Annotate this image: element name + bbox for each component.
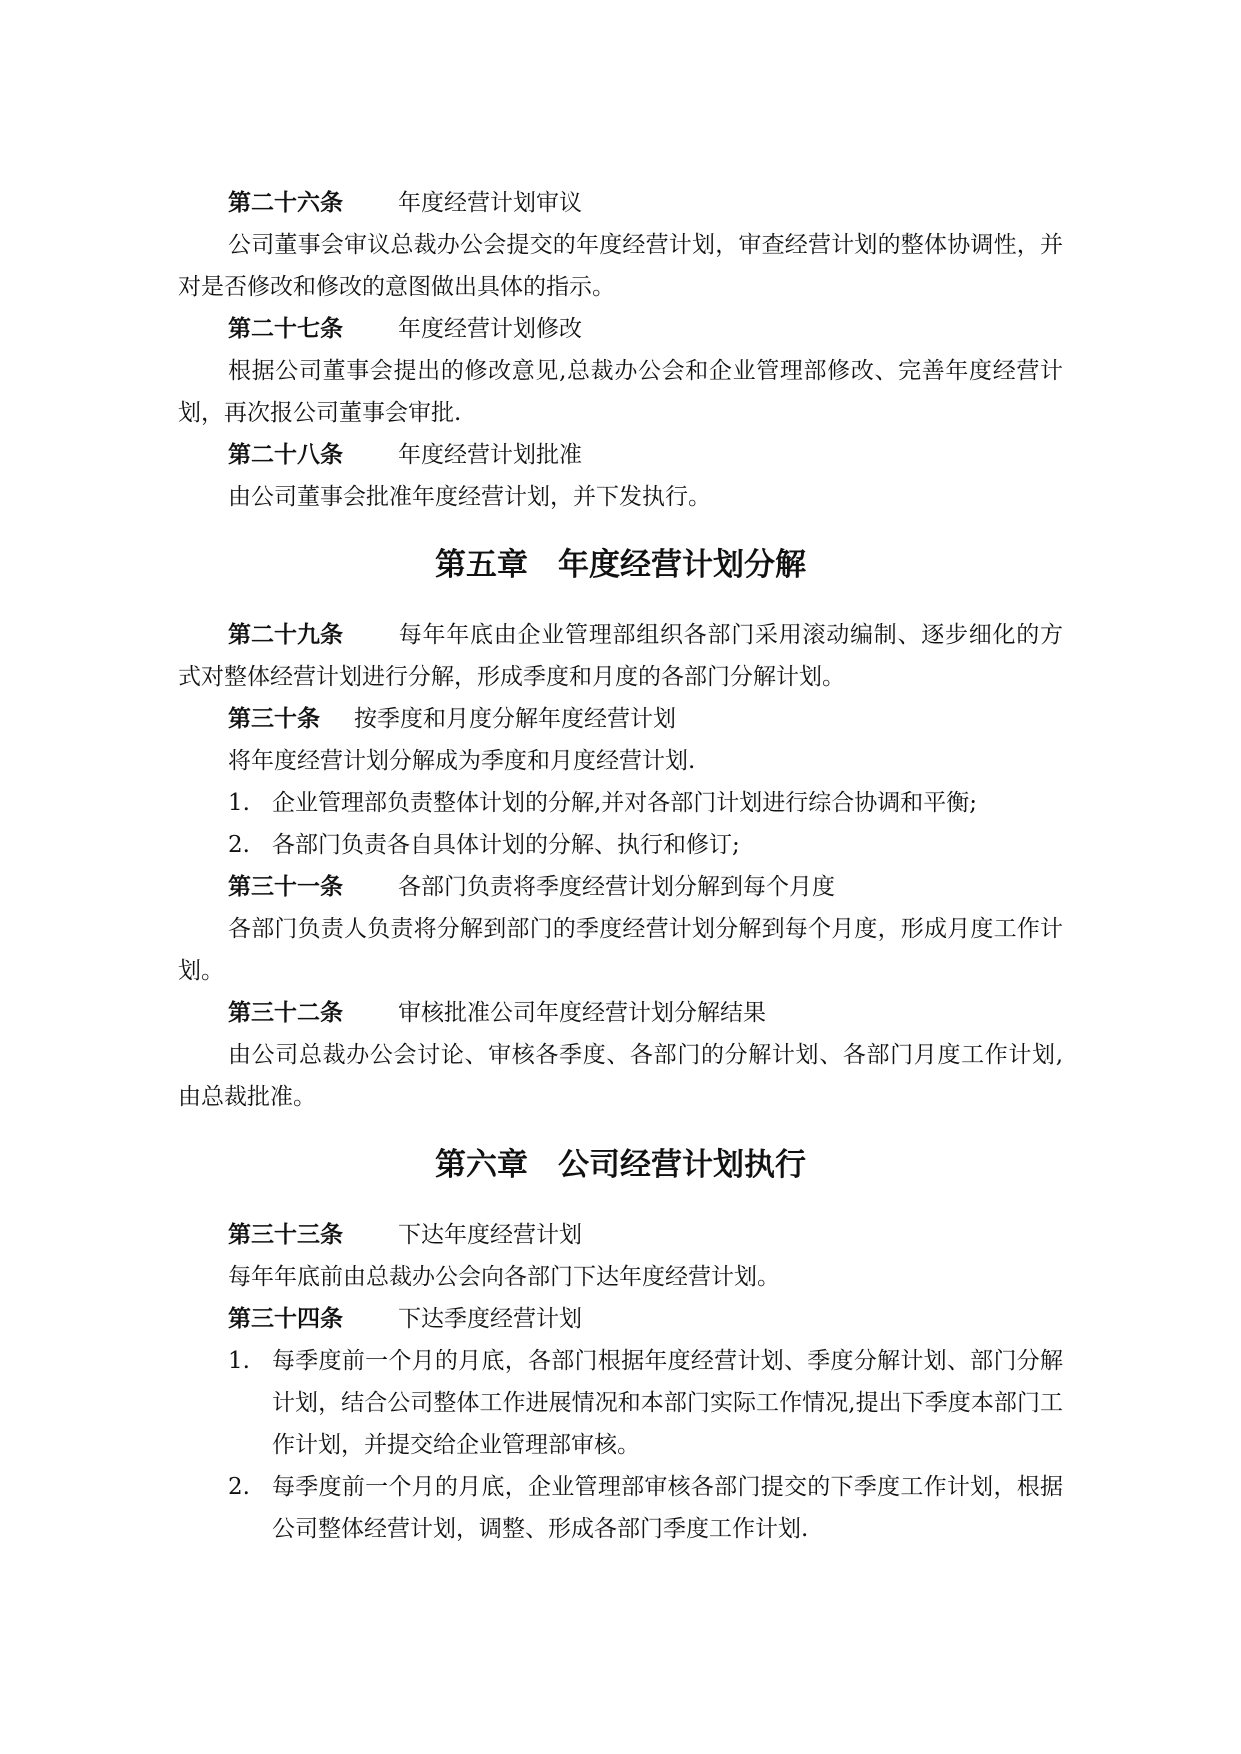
article-heading — [178, 434, 1063, 476]
article-body: 根据公司董事会提出的修改意见,总裁办公会和企业管理部修改、完善年度经营计划，再次报公司董事会审批. — [178, 358, 1063, 426]
chapter-title: 公司经营计划执行 — [558, 1147, 806, 1183]
article-heading — [178, 992, 1063, 1034]
chapter-number: 第六章 — [435, 1147, 528, 1183]
chapter-heading — [178, 1136, 1063, 1194]
article-body: 公司董事会审议总裁办公会提交的年度经营计划，审查经营计划的整体协调性，并对是否修改和修改的意图做出具体的指示。 — [178, 232, 1063, 300]
article-title: 年度经营计划审议 — [398, 190, 582, 216]
article-number: 第三十条 — [228, 706, 320, 732]
list-item — [178, 824, 1063, 866]
article-body: 将年度经营计划分解成为季度和月度经营计划. — [228, 748, 696, 774]
article-title: 各部门负责将季度经营计划分解到每个月度 — [398, 874, 835, 900]
article-number: 第三十四条 — [228, 1306, 343, 1332]
list-item-text: 企业管理部负责整体计划的分解,并对各部门计划进行综合协调和平衡; — [272, 790, 978, 816]
article-heading — [178, 1214, 1063, 1256]
article-number: 第二十七条 — [228, 316, 343, 342]
article-title: 年度经营计划修改 — [398, 316, 582, 342]
article-paragraph — [178, 614, 1063, 698]
list-item-text: 每季度前一个月的月底，各部门根据年度经营计划、季度分解计划、部门分解计划，结合公司整体工作进展情况和本部门实际工作情况,提出下季度本部门工作计划，并提交给企业管理部审核。 — [272, 1348, 1063, 1458]
article-heading — [178, 308, 1063, 350]
article-number: 第三十一条 — [228, 874, 343, 900]
article-body: 每年年底前由总裁办公会向各部门下达年度经营计划。 — [228, 1264, 780, 1290]
article-number: 第三十二条 — [228, 1000, 343, 1026]
article-body: 由公司董事会批准年度经营计划，并下发执行。 — [228, 484, 711, 510]
list-item-number: 1. — [228, 790, 250, 816]
list-item-text: 每季度前一个月的月底，企业管理部审核各部门提交的下季度工作计划，根据公司整体经营计划，调整、形成各部门季度工作计划. — [272, 1474, 1063, 1542]
chapter-number: 第五章 — [435, 547, 528, 583]
article-body: 由公司总裁办公会讨论、审核各季度、各部门的分解计划、各部门月度工作计划,由总裁批准。 — [178, 1042, 1063, 1110]
article-title: 按季度和月度分解年度经营计划 — [354, 706, 676, 732]
article-number: 第二十六条 — [228, 190, 343, 216]
list-item-number: 2. — [228, 1474, 250, 1500]
article-number: 第二十九条 — [228, 622, 343, 648]
list-item-text: 各部门负责各自具体计划的分解、执行和修订; — [272, 832, 740, 858]
article-number: 第二十八条 — [228, 442, 343, 468]
article-body: 每年年底由企业管理部组织各部门采用滚动编制、逐步细化的方式对整体经营计划进行分解，形成季度和月度的各部门分解计划。 — [178, 622, 1063, 690]
article-title: 下达年度经营计划 — [398, 1222, 582, 1248]
article-title: 审核批准公司年度经营计划分解结果 — [398, 1000, 766, 1026]
article-heading — [178, 182, 1063, 224]
list-item — [178, 782, 1063, 824]
article-body: 各部门负责人负责将分解到部门的季度经营计划分解到每个月度，形成月度工作计划。 — [178, 916, 1063, 984]
article-title: 年度经营计划批准 — [398, 442, 582, 468]
article-title: 下达季度经营计划 — [398, 1306, 582, 1332]
document-body — [178, 182, 1063, 1550]
article-heading — [178, 1298, 1063, 1340]
article-number: 第三十三条 — [228, 1222, 343, 1248]
list-item — [178, 1340, 1063, 1466]
list-item-number: 2. — [228, 832, 250, 858]
article-heading — [178, 866, 1063, 908]
article-heading — [178, 698, 1063, 740]
list-item — [178, 1466, 1063, 1550]
chapter-title: 年度经营计划分解 — [558, 547, 806, 583]
chapter-heading — [178, 536, 1063, 594]
list-item-number: 1. — [228, 1348, 250, 1374]
